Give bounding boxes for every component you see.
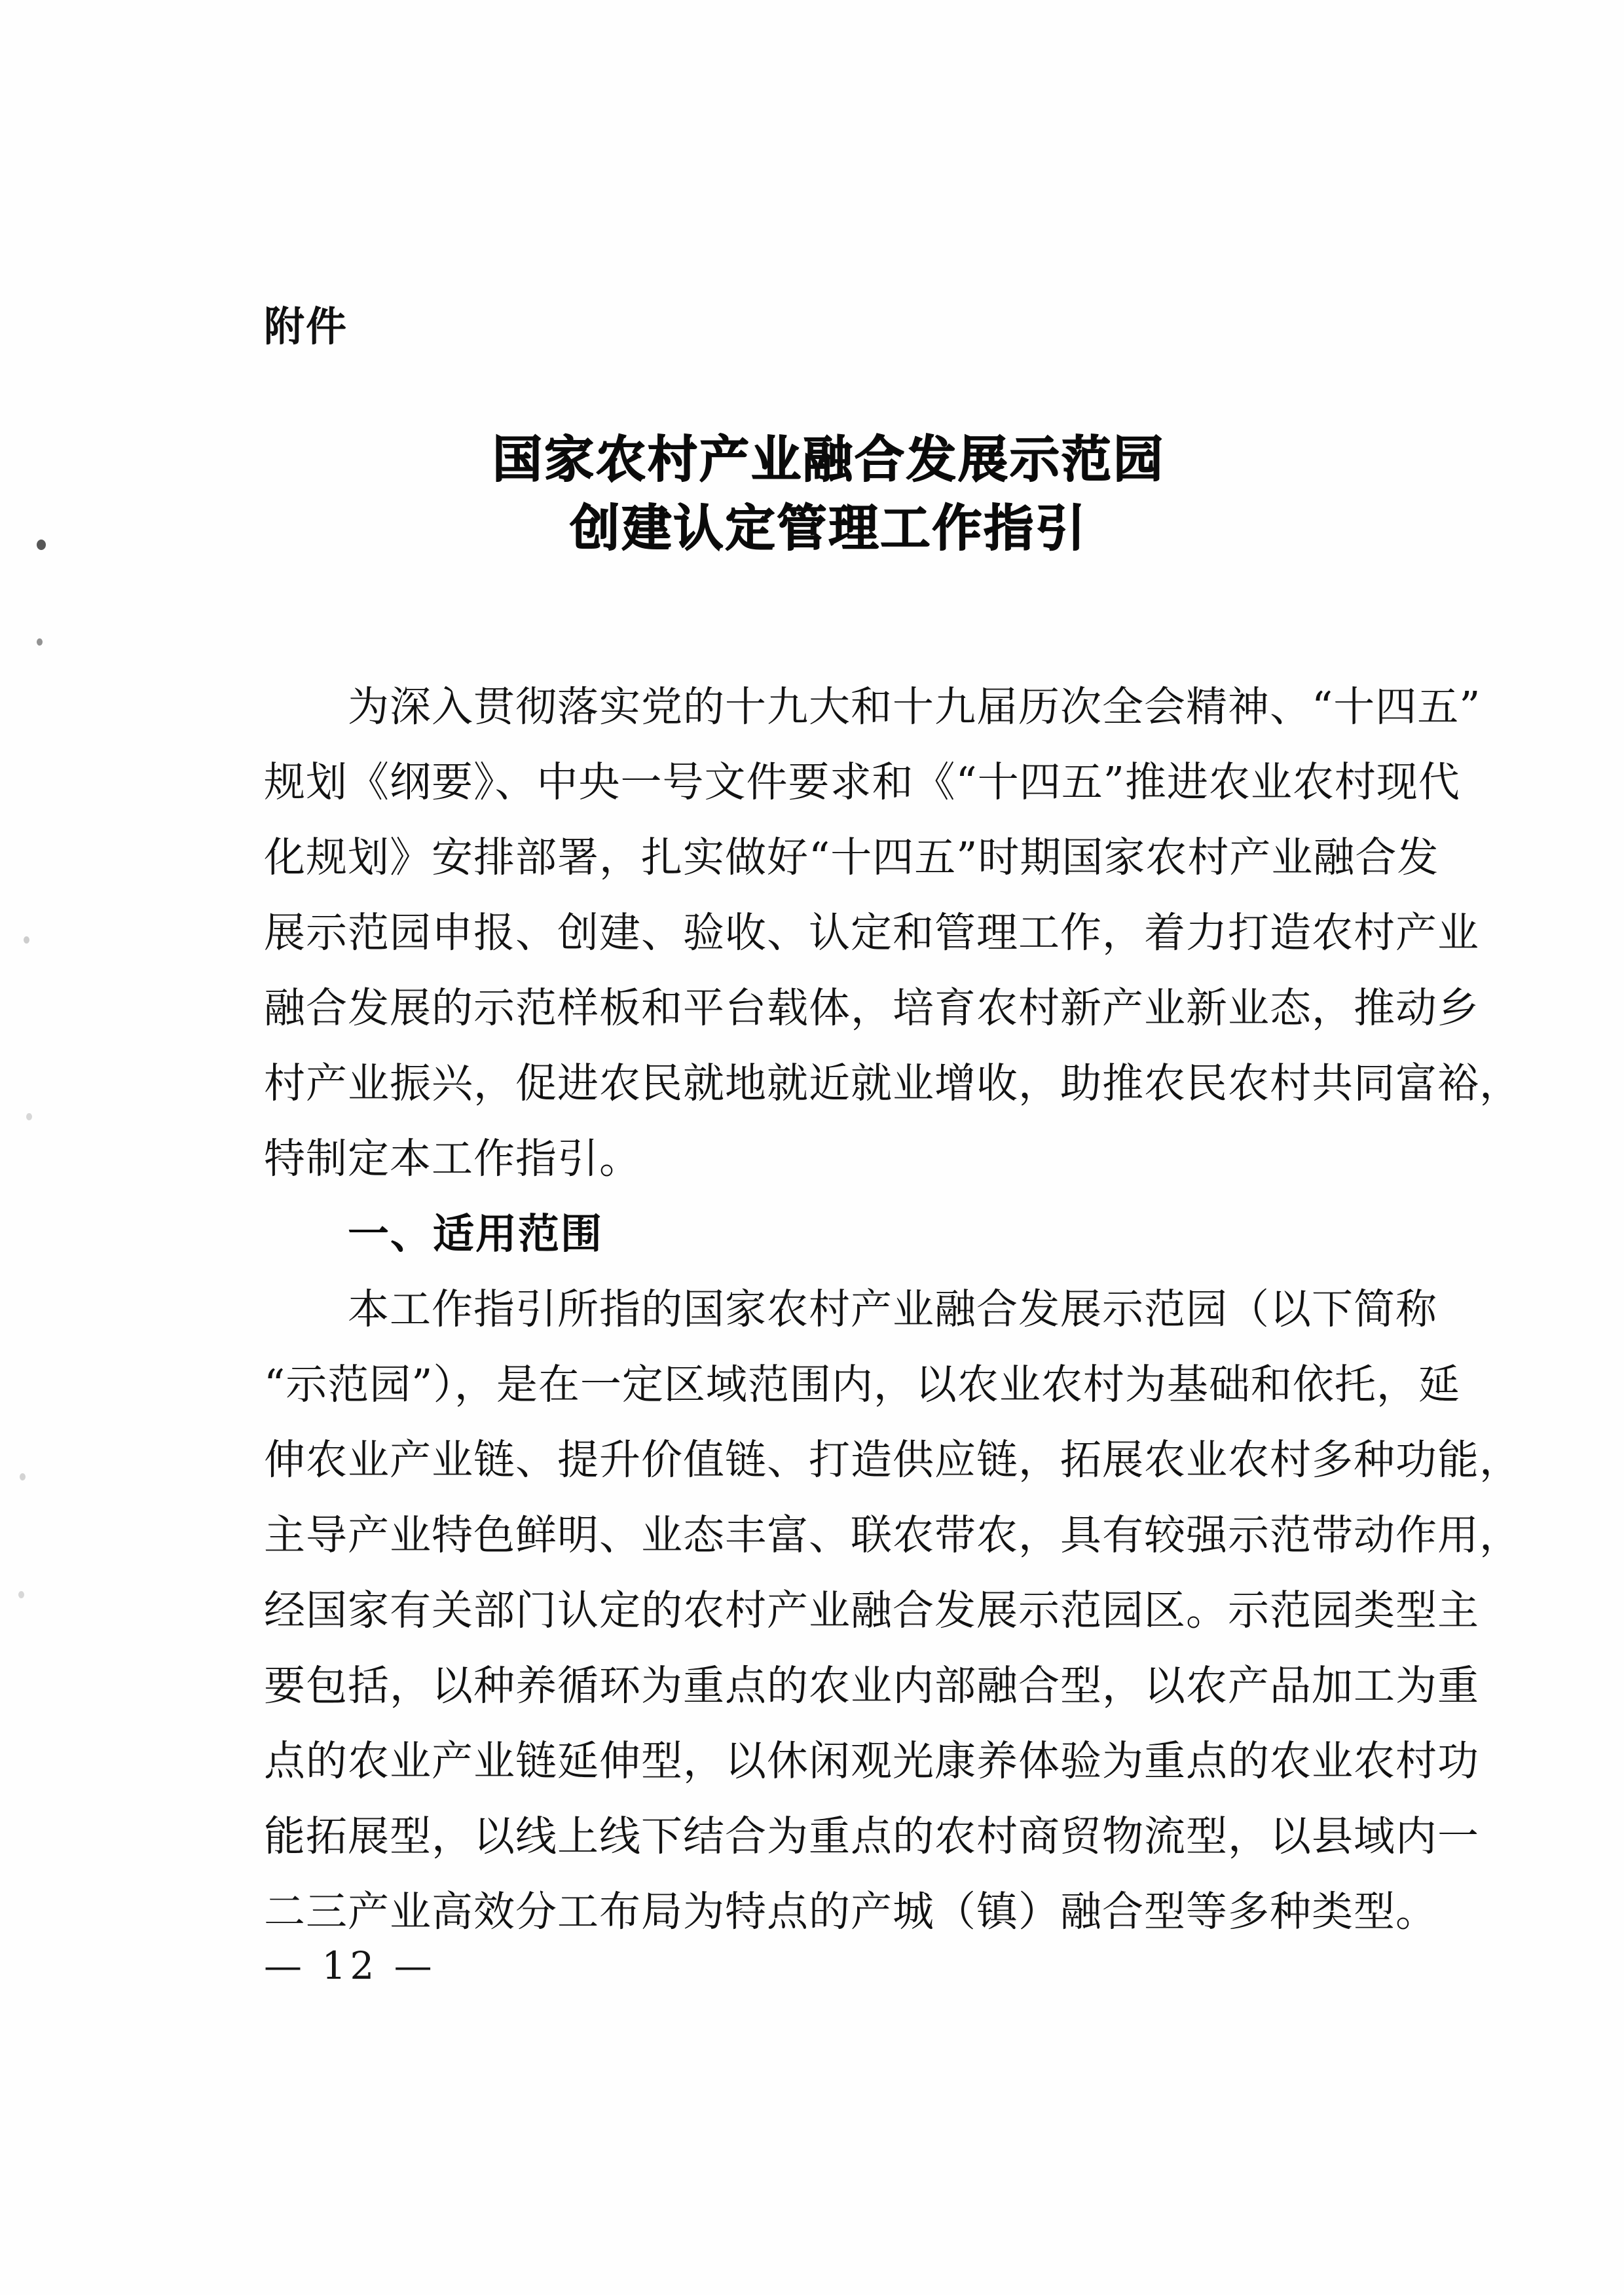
paragraph-line: 化规划》安排部署，扎实做好“十四五”时期国家农村产业融合发 xyxy=(264,834,1439,881)
title-line-2: 创建认定管理工作指引 xyxy=(570,498,1088,557)
scan-artifact-dot xyxy=(37,540,46,550)
paragraph-line: 本工作指引所指的国家农村产业融合发展示范园（以下简称 xyxy=(348,1285,1437,1333)
scan-artifact-dot xyxy=(24,936,29,944)
paragraph-scope xyxy=(264,1272,1521,1949)
scan-artifact-dot xyxy=(20,1473,26,1480)
attachment-label: 附件 xyxy=(264,303,348,350)
paragraph-line: 经国家有关部门认定的农村产业融合发展示范园区。示范园类型主 xyxy=(264,1587,1479,1634)
paragraph-line: 能拓展型，以线上线下结合为重点的农村商贸物流型，以县域内一 xyxy=(264,1812,1479,1860)
title-line-1: 国家农村产业融合发展示范园 xyxy=(492,430,1165,488)
paragraph-line: 要包括，以种养循环为重点的农业内部融合型，以农产品加工为重 xyxy=(264,1662,1479,1710)
paragraph-line: “示范园”），是在一定区域范围内，以农业农村为基础和依托，延 xyxy=(264,1361,1460,1408)
paragraph-line: 特制定本工作指引。 xyxy=(264,1135,641,1183)
document-body xyxy=(264,669,1521,1949)
page-number: — 12 — xyxy=(264,1943,436,1988)
paragraph-line: 融合发展的示范样板和平台载体，培育农村新产业新业态，推动乡 xyxy=(264,984,1479,1032)
paragraph-line: 主导产业特色鲜明、业态丰富、联农带农，具有较强示范带动作用， xyxy=(264,1511,1521,1559)
page-title xyxy=(264,426,1393,563)
paragraph-line: 展示范园申报、创建、验收、认定和管理工作，着力打造农村产业 xyxy=(264,909,1479,957)
scan-artifact-dot xyxy=(37,638,43,646)
paragraph-line: 为深入贯彻落实党的十九大和十九届历次全会精神、“十四五” xyxy=(348,683,1481,731)
paragraph-line: 伸农业产业链、提升价值链、打造供应链，拓展农业农村多种功能， xyxy=(264,1436,1521,1484)
paragraph-line: 村产业振兴，促进农民就地就近就业增收，助推农民农村共同富裕， xyxy=(264,1059,1521,1107)
paragraph-preamble xyxy=(264,669,1521,1196)
paragraph-line: 二三产业高效分工布局为特点的产城（镇）融合型等多种类型。 xyxy=(264,1888,1437,1936)
scan-artifact-dot xyxy=(18,1591,24,1598)
paragraph-line: 规划《纲要》、中央一号文件要求和《“十四五”推进农业农村现代 xyxy=(264,758,1460,806)
scan-artifact-dot xyxy=(26,1113,32,1120)
paragraph-line: 点的农业产业链延伸型，以休闲观光康养体验为重点的农业农村功 xyxy=(264,1737,1479,1785)
section-heading-scope: 一、适用范围 xyxy=(348,1210,603,1258)
